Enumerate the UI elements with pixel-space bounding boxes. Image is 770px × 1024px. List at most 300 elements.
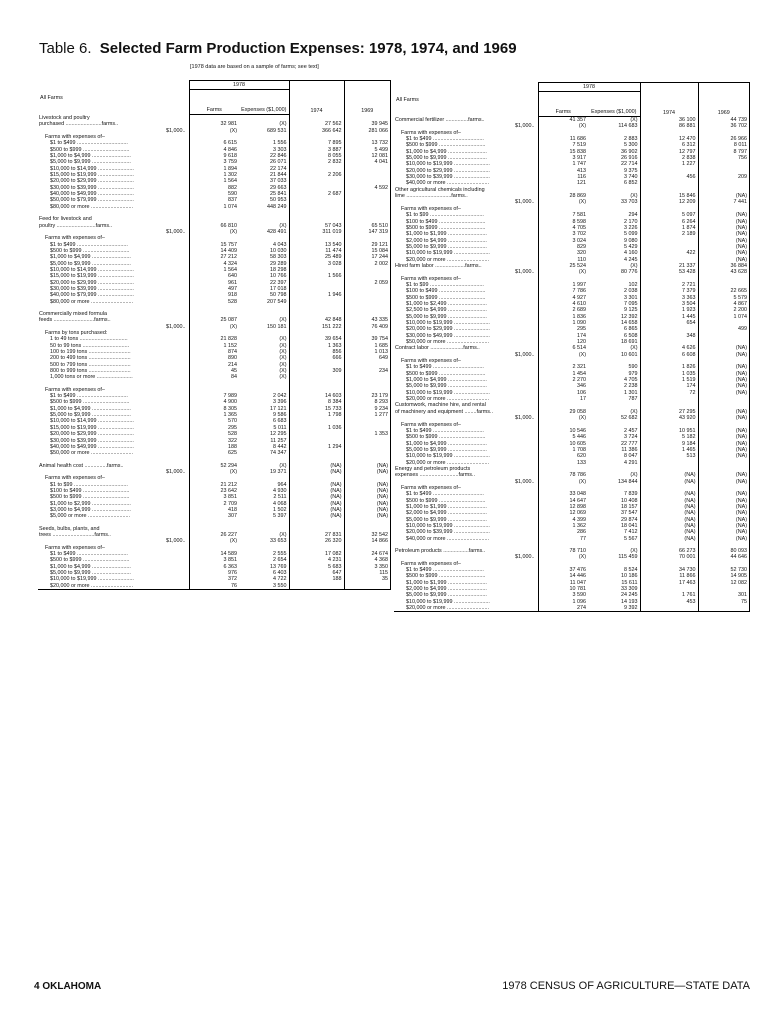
row-label: 200 to 499 tons ............................ <box>50 355 131 362</box>
value-1969-cell: 5 499 <box>344 147 390 153</box>
farms-1978-cell: 15 757 <box>189 242 239 248</box>
table-row <box>38 583 390 589</box>
value-1974-cell: 27 562 <box>289 121 344 127</box>
row-label: $5,000 to $9,999 .......................... <box>50 159 131 166</box>
all-farms-heading: All Farms <box>40 94 63 101</box>
value-1969-cell: (NA) <box>698 352 749 358</box>
farms-1978-cell: 77 <box>538 536 588 542</box>
expenses-1978-cell: (X) <box>630 408 638 415</box>
row-label: trees ............................farms.. <box>39 531 111 538</box>
value-1969-cell: (NA) <box>698 345 749 351</box>
row-label: $10,000 to $14,999 ........................ <box>50 165 134 172</box>
expenses-1978-cell: 2 457 <box>624 427 638 434</box>
expenses-1978-cell: 102 <box>628 281 638 288</box>
expenses-1978-cell: 6 852 <box>624 180 638 187</box>
row-label: Hired farm labor ....................farms.. <box>395 262 482 269</box>
row-label: $1,000.. <box>515 415 535 422</box>
farms-1978-cell: 15 838 <box>538 149 588 155</box>
expenses-1978-cell: (X) <box>279 368 287 375</box>
row-label: $500 to $999 ............................... <box>50 399 130 406</box>
value-1969-cell: (NA) <box>698 517 749 523</box>
expenses-1978-cell: 13 769 <box>270 563 287 570</box>
row-label: $500 to $999 ............................... <box>50 146 130 153</box>
expenses-1978-cell: 9 125 <box>624 307 638 314</box>
row-label: expenses ..........................farms.. <box>395 472 475 479</box>
row-label: $1,000.. <box>515 199 535 206</box>
value-1974-cell: 12 470 <box>640 136 698 142</box>
value-1969-cell: (NA) <box>344 513 390 519</box>
row-label: $10,000 to $19,999 ........................ <box>50 576 134 583</box>
row-label: $30,000 to $39,999 ........................ <box>406 174 490 181</box>
value-1974-cell: 15 846 <box>640 193 698 199</box>
row-label: $1 to $499 .................................. <box>406 567 484 574</box>
row-label: $20,000 to $29,999 ........................ <box>406 326 490 333</box>
value-1969-cell: 115 <box>344 570 390 576</box>
row-label: Petroleum products .................farms.. <box>395 548 486 555</box>
value-1969-cell: (NA) <box>698 371 749 377</box>
value-1974-cell: 27 831 <box>289 532 344 538</box>
expenses-column-header-right: Expenses ($1,000) <box>588 92 640 117</box>
row-label: $1 to $99 .................................... <box>50 481 128 488</box>
value-1969-cell: (NA) <box>698 472 749 478</box>
expenses-1978-cell: 52 682 <box>621 415 638 422</box>
value-1969-cell: (NA) <box>698 415 749 421</box>
expenses-1978-cell: 22 846 <box>270 153 287 160</box>
row-label: poultry ..........................farms.. <box>39 222 113 229</box>
farms-1978-cell: 110 <box>538 257 588 263</box>
value-1969-cell: (NA) <box>698 434 749 440</box>
expenses-1978-cell: 4 930 <box>273 487 287 494</box>
farms-1978-cell: 1 090 <box>538 320 588 326</box>
expenses-1978-cell: 4 722 <box>273 576 287 583</box>
row-label: $2,500 to $4,999 .......................... <box>406 307 487 314</box>
farms-1978-cell: 1 362 <box>538 523 588 529</box>
row-label: Farms with expenses of– <box>45 235 105 242</box>
farms-1978-cell: 286 <box>538 529 588 535</box>
row-label: $1,000 to $1,999 .......................... <box>406 579 487 586</box>
expenses-1978-cell: 10 766 <box>270 273 287 280</box>
table-row <box>394 117 749 124</box>
farms-1978-cell: 3 759 <box>189 159 239 165</box>
value-1969-cell: 39 945 <box>344 121 390 127</box>
value-1974-cell: 1 761 <box>640 592 698 598</box>
farms-1978-cell: 3 917 <box>538 155 588 161</box>
value-1974-cell: 2 189 <box>640 231 698 237</box>
value-1969-cell: 4 368 <box>344 557 390 563</box>
farms-1978-cell: 21 212 <box>189 482 239 488</box>
row-label: $40,000 to $79,999 ........................ <box>50 292 134 299</box>
value-1969-cell: (NA) <box>698 225 749 231</box>
row-label: $5,000 to $9,999 .......................... <box>406 155 487 162</box>
farms-1978-cell: 10 605 <box>538 441 588 447</box>
row-label: $500 to $999 ............................... <box>406 497 486 504</box>
value-1969-cell: 756 <box>698 155 749 161</box>
value-1974-cell: 666 <box>289 355 344 361</box>
value-1974-cell: 1 035 <box>640 371 698 377</box>
value-1969-cell: (NA) <box>344 488 390 494</box>
row-label: $1 to $99 .................................... <box>406 212 484 219</box>
farms-1978-cell: (X) <box>538 554 588 560</box>
value-1974-cell: (NA) <box>289 463 344 469</box>
value-1974-cell: 1 445 <box>640 314 698 320</box>
value-1974-cell: (NA) <box>640 536 698 542</box>
row-label: $15,000 to $19,999 ........................ <box>50 172 134 179</box>
row-label: Farms with expenses of– <box>401 560 461 567</box>
row-label: $30,000 to $39,999 ........................ <box>50 285 134 292</box>
value-1969-cell: (NA) <box>698 479 749 485</box>
row-label: $500 to $999 ............................... <box>406 434 486 441</box>
row-label: $30,000 to $49,999 ........................ <box>406 332 490 339</box>
expenses-1978-cell: 8 442 <box>273 443 287 450</box>
row-label: $1,000.. <box>515 478 535 485</box>
row-label: of machinery and equipment ........farms.. <box>395 408 493 415</box>
farms-1978-cell: 346 <box>538 383 588 389</box>
value-1969-cell: (NA) <box>698 409 749 415</box>
farms-1978-cell: 4 846 <box>189 147 239 153</box>
row-label: $15,000 to $19,999 ........................ <box>50 424 134 431</box>
value-1974-cell: 3 363 <box>640 295 698 301</box>
row-label: $20,000 to $29,999 ........................ <box>406 167 490 174</box>
value-1969-cell: 649 <box>344 355 390 361</box>
row-label: Farms with expenses of– <box>401 129 461 136</box>
value-1974-cell: 2 838 <box>640 155 698 161</box>
expenses-1978-cell: 134 844 <box>618 478 638 485</box>
expenses-1978-cell: 6 403 <box>273 570 287 577</box>
value-1969-cell: (NA) <box>698 453 749 459</box>
farms-1978-cell: 2 270 <box>538 377 588 383</box>
farms-1978-cell: 4 900 <box>189 399 239 405</box>
row-label: $20,000 to $39,999 ........................ <box>406 529 490 536</box>
expenses-1978-cell: 4 160 <box>624 250 638 257</box>
table-row <box>394 510 749 516</box>
value-1969-cell: (NA) <box>698 390 749 396</box>
value-1969-cell: 44 646 <box>698 554 749 560</box>
farms-1978-cell: 295 <box>189 425 239 431</box>
expenses-1978-cell: (X) <box>279 462 287 469</box>
expenses-1978-cell: 2 555 <box>273 551 287 557</box>
value-1974-cell: 1 465 <box>640 447 698 453</box>
farms-1978-cell: 6 615 <box>189 140 239 146</box>
farms-1978-cell: 829 <box>538 244 588 250</box>
value-1969-cell: 36 884 <box>698 263 749 269</box>
right-table-body <box>394 117 749 612</box>
row-label: 1 to 49 tons ................................ <box>50 336 128 343</box>
value-1969-cell: 9 234 <box>344 406 390 412</box>
expenses-1978-cell: 29 874 <box>621 516 638 523</box>
expenses-1978-cell: 7 412 <box>624 529 638 536</box>
expenses-1978-cell: 787 <box>628 396 638 403</box>
value-1974-cell: 39 654 <box>289 336 344 342</box>
value-1969-cell: (NA) <box>698 193 749 199</box>
value-1974-cell: 70 001 <box>640 554 698 560</box>
expenses-1978-cell: 18 298 <box>270 266 287 273</box>
value-1974-cell: (NA) <box>640 479 698 485</box>
value-1974-cell: 12 209 <box>640 199 698 205</box>
all-farms-heading-right: All Farms <box>396 96 419 103</box>
expenses-1978-cell: 448 249 <box>267 203 287 210</box>
farms-1978-cell: 413 <box>538 168 588 174</box>
row-label: $500 to $999 ............................... <box>406 224 486 231</box>
value-1974-cell: 456 <box>640 174 698 180</box>
expenses-1978-cell: 14 658 <box>621 320 638 326</box>
value-1974-cell: 5 182 <box>640 434 698 440</box>
farms-1978-cell: 418 <box>189 507 239 513</box>
value-1974-cell: 513 <box>640 453 698 459</box>
value-1974-cell: (NA) <box>640 510 698 516</box>
farms-1978-cell: 3 851 <box>189 494 239 500</box>
value-1969-cell <box>698 605 749 611</box>
expenses-1978-cell: 590 <box>628 364 638 371</box>
farms-1978-cell: 188 <box>189 444 239 450</box>
value-1969-cell: 43 335 <box>344 317 390 323</box>
farms-1978-cell: 4 324 <box>189 261 239 267</box>
row-label: $5,000 to $9,999 .......................... <box>50 412 131 419</box>
row-label: $1,000 to $4,999 .......................... <box>50 563 131 570</box>
row-label: $1,000.. <box>166 228 186 235</box>
row-label: 500 to 799 tons ............................ <box>50 361 131 368</box>
farms-1978-cell: 4 399 <box>538 517 588 523</box>
value-1974-cell: 17 463 <box>640 580 698 586</box>
farms-1978-cell: 133 <box>538 460 588 466</box>
value-1974-cell: 72 <box>640 390 698 396</box>
expenses-1978-cell: 22 397 <box>270 279 287 286</box>
value-1969-cell: 24 674 <box>344 551 390 557</box>
farms-1978-cell: 976 <box>189 570 239 576</box>
farms-1978-cell: 3 702 <box>538 231 588 237</box>
expenses-1978-cell: 22 714 <box>621 161 638 168</box>
farms-1978-cell: 106 <box>538 390 588 396</box>
value-1974-cell: 174 <box>640 383 698 389</box>
farms-1978-cell <box>189 115 239 122</box>
value-1974-cell: 647 <box>289 570 344 576</box>
value-1969-cell <box>344 115 390 122</box>
row-label: $80,000 or more ............................ <box>50 203 133 210</box>
row-label: $20,000 to $29,999 ........................ <box>50 431 134 438</box>
farms-1978-cell: 9 618 <box>189 153 239 159</box>
farms-1978-cell: 1 894 <box>189 166 239 172</box>
expenses-1978-cell: 10 186 <box>621 573 638 580</box>
row-label: Livestock and poultry <box>39 115 90 121</box>
expenses-1978-cell: 18 691 <box>621 339 638 346</box>
value-1969-cell: (NA) <box>698 491 749 497</box>
farms-1978-cell: 14 589 <box>189 551 239 557</box>
row-label: 100 to 199 tons ............................ <box>50 349 131 356</box>
row-label: $40,000 to $49,999 ........................ <box>50 443 134 450</box>
value-1974-cell: 366 642 <box>289 128 344 134</box>
value-1974-cell: 9 184 <box>640 441 698 447</box>
row-label: $3,000 to $4,999 .......................... <box>50 506 131 513</box>
value-1974-cell: 3 028 <box>289 261 344 267</box>
expenses-1978-cell: 689 531 <box>267 127 287 134</box>
page-footer-state: 4 OKLAHOMA <box>34 981 102 992</box>
value-1974-cell: 5 097 <box>640 212 698 218</box>
row-label: $10,000 to $19,999 ........................ <box>406 453 490 460</box>
value-1969-cell: (NA) <box>698 238 749 244</box>
farms-1978-cell: 1 454 <box>538 371 588 377</box>
expenses-1978-cell: 3 740 <box>624 174 638 181</box>
row-label: $10,000 to $19,999 ........................ <box>406 250 490 257</box>
farms-1978-cell: 7 581 <box>538 212 588 218</box>
farms-1978-cell: (X) <box>538 415 588 421</box>
expenses-1978-cell: 50 953 <box>270 197 287 204</box>
value-1974-cell: 2 206 <box>289 172 344 178</box>
farms-1978-cell: 26 227 <box>189 532 239 538</box>
value-1974-cell: (NA) <box>640 517 698 523</box>
right-table-panel <box>394 82 750 612</box>
expenses-1978-cell: 2 654 <box>273 557 287 564</box>
value-1969-cell: 1 013 <box>344 349 390 355</box>
farms-1978-cell: 274 <box>538 605 588 611</box>
value-1974-cell <box>640 605 698 611</box>
table-row <box>38 115 390 122</box>
farms-1978-cell: 1 708 <box>538 447 588 453</box>
row-label: $1 to $499 .................................. <box>50 241 128 248</box>
value-1974-cell: 1 227 <box>640 161 698 167</box>
value-1974-cell: (NA) <box>640 529 698 535</box>
farms-1978-cell: (X) <box>538 352 588 358</box>
farms-1978-cell: 1 564 <box>189 178 239 184</box>
farms-1978-cell: 497 <box>189 286 239 292</box>
expenses-1978-cell: 5 567 <box>624 535 638 542</box>
farms-1978-cell: 214 <box>189 362 239 368</box>
expenses-1978-cell: 29 289 <box>270 260 287 267</box>
farms-1978-cell: 640 <box>189 273 239 279</box>
value-1969-cell: 2 059 <box>344 280 390 286</box>
expenses-1978-cell: 207 549 <box>267 298 287 305</box>
value-1969-cell: 2 200 <box>698 307 749 313</box>
value-1969-cell: (NA) <box>344 463 390 469</box>
value-1974-cell: 13 540 <box>289 242 344 248</box>
expenses-1978-cell: 5 397 <box>273 513 287 520</box>
farms-1978-cell: 7 786 <box>538 288 588 294</box>
value-1969-cell: 44 739 <box>698 117 749 124</box>
expenses-1978-cell: 1 556 <box>273 140 287 147</box>
value-1969-cell: (NA) <box>698 244 749 250</box>
farms-1978-cell: 7 989 <box>189 393 239 399</box>
expenses-1978-cell: 74 347 <box>270 450 287 457</box>
value-1969-cell: 147 319 <box>344 229 390 235</box>
expenses-1978-cell: 36 902 <box>621 148 638 155</box>
value-1969-cell: (NA) <box>698 364 749 370</box>
expenses-1978-cell: 5 429 <box>624 243 638 250</box>
value-1969-cell: (NA) <box>698 536 749 542</box>
value-1969-cell: 14 905 <box>698 573 749 579</box>
row-label: $1,000 to $1,999 .......................... <box>406 503 487 510</box>
expenses-1978-cell: 4 043 <box>273 241 287 248</box>
farms-1978-cell: 10 546 <box>538 428 588 434</box>
value-1969-cell: 43 628 <box>698 269 749 275</box>
value-1969-cell: 52 730 <box>698 567 749 573</box>
farms-1978-cell: 41 357 <box>538 117 588 124</box>
expenses-1978-cell: 24 245 <box>621 592 638 599</box>
row-label: Farms with expenses of– <box>401 421 461 428</box>
farms-1978-cell: 3 024 <box>538 238 588 244</box>
value-1969-cell: 14 866 <box>344 538 390 544</box>
expenses-1978-cell: 150 181 <box>267 323 287 330</box>
farms-1978-cell: 8 305 <box>189 406 239 412</box>
expenses-1978-cell: 26 071 <box>270 159 287 166</box>
expenses-1978-cell: (X) <box>630 548 638 555</box>
farms-1978-cell: 45 <box>189 368 239 374</box>
value-1969-cell: (NA) <box>698 529 749 535</box>
row-label: $10,000 to $19,999 ........................ <box>406 320 490 326</box>
farms-1978-cell: (X) <box>189 538 239 544</box>
farms-1978-cell: 6 514 <box>538 345 588 351</box>
value-1974-cell: 1 826 <box>640 364 698 370</box>
value-1969-cell: 1 353 <box>344 431 390 437</box>
row-label: $2,000 to $4,999 .......................... <box>406 586 487 593</box>
expenses-1978-cell: 33 703 <box>621 199 638 206</box>
farms-1978-cell: 14 409 <box>189 248 239 254</box>
expenses-1978-cell: 17 018 <box>270 285 287 292</box>
farms-1978-cell: 307 <box>189 513 239 519</box>
value-1974-cell: 311 019 <box>289 229 344 235</box>
value-1969-cell: (NA) <box>698 447 749 453</box>
value-1969-cell: 76 409 <box>344 324 390 330</box>
row-label: Commercially mixed formula <box>39 310 107 317</box>
farms-1978-cell: 837 <box>189 197 239 203</box>
value-1974-cell: (NA) <box>289 513 344 519</box>
value-1969-cell: (NA) <box>344 501 390 507</box>
farms-1978-cell: 4 610 <box>538 301 588 307</box>
row-label: $50,000 or more ............................ <box>50 450 133 457</box>
value-1969-cell: 35 <box>344 576 390 582</box>
row-label: $1 to $499 .................................. <box>50 551 128 557</box>
expenses-1978-cell: 2 511 <box>273 494 287 501</box>
expenses-1978-cell: (X) <box>630 345 638 352</box>
farms-1978-cell: (X) <box>189 324 239 330</box>
table-row <box>394 472 749 478</box>
value-1974-cell: 1 363 <box>289 343 344 349</box>
value-1969-cell: (NA) <box>698 383 749 389</box>
farms-1978-cell: 3 851 <box>189 557 239 563</box>
value-1974-cell: 4 626 <box>640 345 698 351</box>
value-1974-cell: 36 100 <box>640 117 698 124</box>
year-1978-header: 1978 <box>189 81 289 90</box>
farms-1978-cell: 33 048 <box>538 491 588 497</box>
expenses-1978-cell: 15 611 <box>621 579 638 586</box>
farms-1978-cell: 882 <box>189 185 239 191</box>
value-1974-cell: 2 832 <box>289 159 344 165</box>
value-1969-cell: (NA) <box>344 507 390 513</box>
row-label: $1,000.. <box>515 123 535 130</box>
farms-1978-cell: 295 <box>538 326 588 332</box>
expenses-1978-cell: 5 099 <box>624 231 638 238</box>
row-label: $2,000 to $4,999 .......................... <box>406 510 487 517</box>
farms-1978-cell: 625 <box>189 450 239 456</box>
value-1969-cell: 32 542 <box>344 532 390 538</box>
row-label: $5,000 to $9,999 .......................... <box>406 313 487 320</box>
row-label: Farms by tons purchased: <box>45 330 108 336</box>
farms-1978-cell: 372 <box>189 576 239 582</box>
row-label: $500 to $999 ............................... <box>406 370 486 377</box>
row-label: $1,000.. <box>166 127 186 134</box>
farms-1978-cell: 174 <box>538 333 588 339</box>
row-label: $5,000 to $9,999 .......................... <box>406 446 487 453</box>
value-1974-cell: 2 721 <box>640 282 698 288</box>
row-label: Other agricultural chemicals including <box>395 186 485 193</box>
farms-1978-cell: (X) <box>538 269 588 275</box>
value-1969-cell: 12 081 <box>344 153 390 159</box>
left-expense-table <box>38 80 390 589</box>
value-1969-cell: 75 <box>698 599 749 605</box>
expenses-1978-cell: (X) <box>279 336 287 343</box>
row-label: $80,000 or more ............................ <box>50 298 133 305</box>
value-1969-cell: 234 <box>344 368 390 374</box>
row-label: $1,000 to $4,999 .......................... <box>406 377 487 384</box>
row-label: $1,000.. <box>166 538 186 545</box>
row-label: $1 to $499 .................................. <box>406 427 484 434</box>
